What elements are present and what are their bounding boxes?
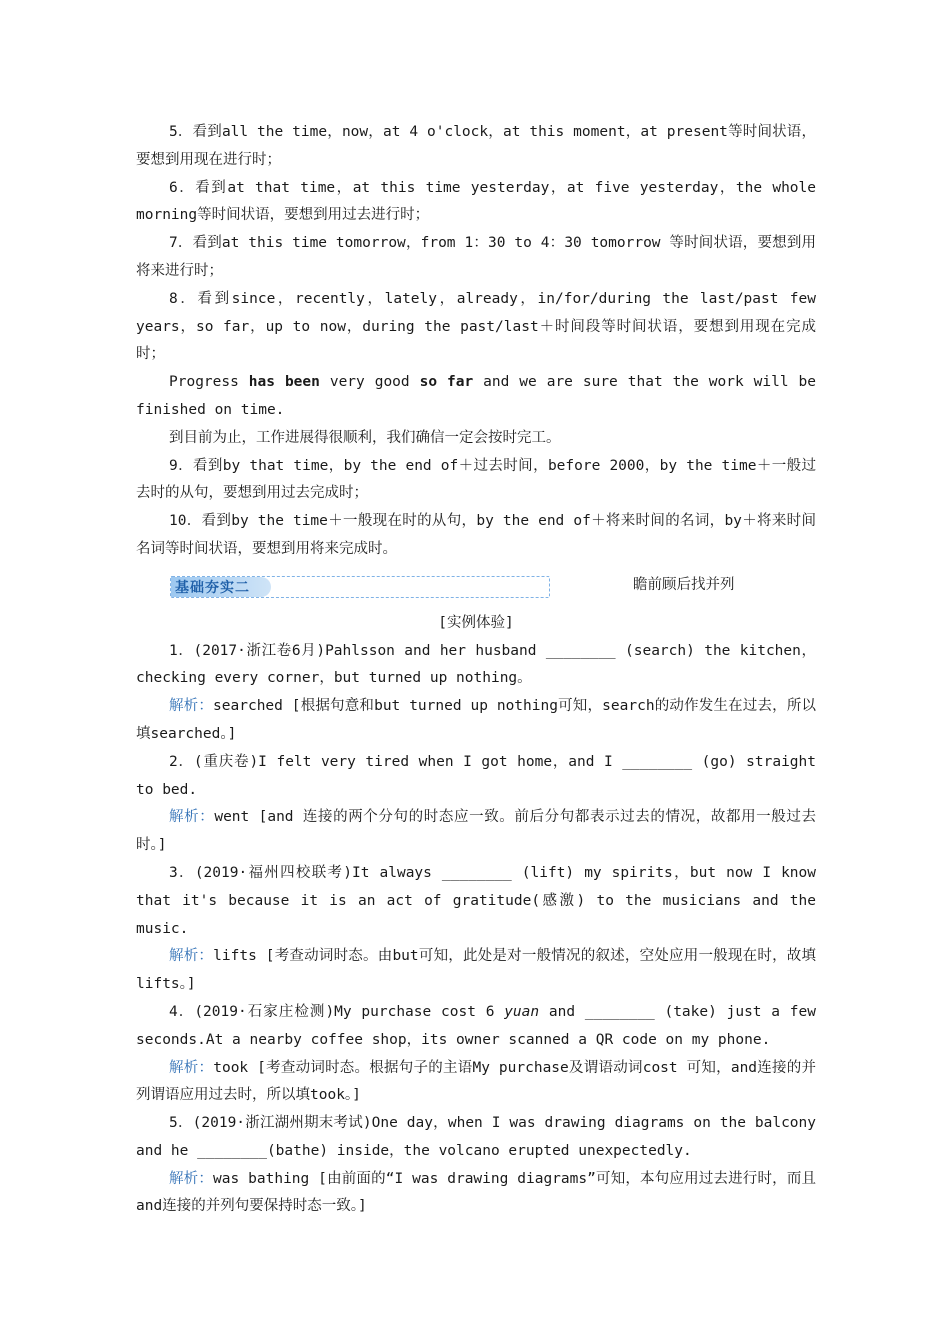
section-tag-label: 基础夯实二 <box>171 577 271 597</box>
question-text-part: 4．(2019·石家庄检测)My purchase cost 6 <box>169 1003 505 1020</box>
section-tag-box <box>170 576 550 598</box>
answer-label: 解析： <box>169 698 214 715</box>
question-3: 3．(2019·福州四校联考)It always ________ (lift) my spirits，but now I know that it's because it is an act of gratitude(感激) to the musicians and the music. <box>136 864 816 937</box>
answer-label: 解析： <box>169 948 214 965</box>
answer-text: searched [根据句意和but turned up nothing可知，search的动作发生在过去，所以填searched。] <box>136 698 817 742</box>
example-sentence-en <box>136 369 816 425</box>
question-4 <box>136 999 816 1055</box>
section-header <box>136 570 816 610</box>
answer-label: 解析： <box>169 809 215 826</box>
section-subtitle: [实例体验] <box>438 614 514 631</box>
question-italic-yuan: yuan <box>504 1003 540 1020</box>
rule-item-9: 9．看到by that time，by the end of＋过去时间，before 2000，by the time＋一般过去时的从句，要想到用过去完成时； <box>136 457 816 502</box>
answer-text: lifts [考查动词时态。由but可知，此处是对一般情况的叙述，空处应用一般现在时，故填lifts。] <box>136 948 817 993</box>
example-text-part: and we are sure that the work will be finished on time. <box>136 374 816 418</box>
question-2: 2．(重庆卷)I felt very tired when I got home，and I ________ (go) straight to bed. <box>136 753 816 798</box>
example-bold-has-been: has been <box>248 374 320 391</box>
document-body <box>136 119 816 1221</box>
rule-item-10: 10．看到by the time＋一般现在时的从句，by the end of＋将来时间的名词，by＋将来时间名词等时间状语，要想到用将来完成时。 <box>136 513 816 557</box>
answer-2 <box>136 804 816 860</box>
answer-text: was bathing [由前面的“I was drawing diagrams”可知，本句应用过去进行时，而且and连接的并列句要保持时态一致。] <box>136 1170 817 1215</box>
answer-4 <box>136 1055 816 1111</box>
answer-5 <box>136 1166 816 1222</box>
answer-text: took [考查动词时态。根据句子的主语My purchase及谓语动词cost 可知，and连接的并列谓语应用过去时，所以填took。] <box>136 1059 816 1104</box>
example-text-part: Progress <box>169 374 249 391</box>
example-bold-so-far: so far <box>419 374 474 391</box>
rule-item-8: 8．看到since，recently，lately，already，in/for/during the last/past few years，so far，up to now，during the past/last＋时间段等时间状语，要想到用现在完成时； <box>136 290 816 363</box>
example-sentence-zh: 到目前为止，工作进展得很顺利，我们确信一定会按时完工。 <box>169 429 561 446</box>
example-text-part: very good <box>319 374 420 391</box>
answer-3 <box>136 943 816 999</box>
question-5: 5．(2019·浙江湖州期末考试)One day，when I was drawing diagrams on the balcony and he ________(bathe) inside，the volcano erupted unexpectedly. <box>136 1115 816 1159</box>
question-text-part: and ________ (take) just a few seconds.At a nearby coffee shop，its owner scanned a QR code on my phone. <box>136 1003 816 1048</box>
question-1: 1．(2017·浙江卷6月)Pahlsson and her husband ________ (search) the kitchen，checking every corner，but turned up nothing。 <box>136 642 816 687</box>
rule-item-6: 6．看到at that time，at this time yesterday，at five yesterday，the whole morning等时间状语，要想到用过去进行时； <box>136 179 816 224</box>
rule-item-5: 5．看到all the time，now，at 4 o'clock，at this moment，at present等时间状语，要想到用现在进行时； <box>136 124 816 168</box>
answer-text: went [and 连接的两个分句的时态应一致。前后分句都表示过去的情况，故都用一般过去时。] <box>136 809 817 854</box>
answer-1 <box>136 693 816 749</box>
answer-label: 解析： <box>169 1059 214 1076</box>
answer-label: 解析： <box>169 1170 214 1187</box>
section-title: 瞻前顾后找并列 <box>633 576 735 593</box>
rule-item-7: 7．看到at this time tomorrow，from 1：30 to 4：30 tomorrow 等时间状语，要想到用将来进行时； <box>136 235 816 279</box>
